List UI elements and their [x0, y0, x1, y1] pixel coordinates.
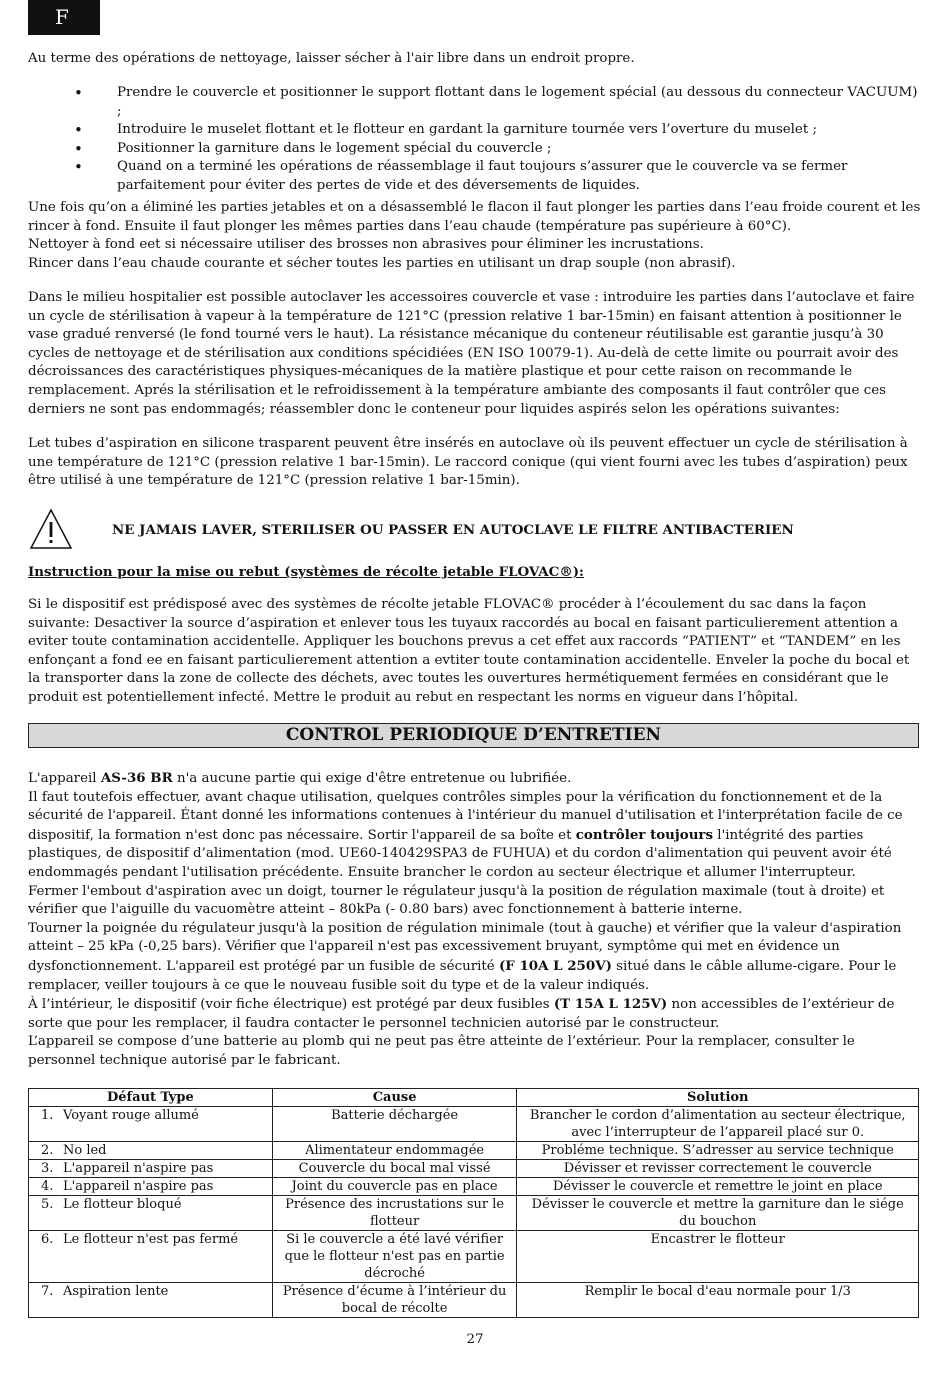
- defect-cell: 4. L'appareil n'aspire pas: [29, 1178, 273, 1196]
- page-number: 27: [466, 1332, 484, 1347]
- maintenance-paragraph: Tourner la poignée du régulateur jusqu'à la position de régulation minimale (tout à gauche) et vérifier que la valeur d'aspiration atteint – 25 kPa (-0,25 bars). Vérifier que l'appareil n'est pas excessivement bruyant, symptôme qui met en évidence un dysfonctionnement. L'appareil est protégé par un fusible de sécurité (F 10A L 250V) situé dans le câble allume-cigare. Pour le remplacer, veiller toujours à ce que le nouveau fusible soit du type et de la valeur indiqués.: [28, 920, 902, 993]
- solution-cell: Dévisser le couvercle et mettre la garniture dan le siége du bouchon: [517, 1196, 919, 1231]
- table-header-row: [29, 1089, 919, 1107]
- defect-cell: 3. L'appareil n'aspire pas: [29, 1160, 273, 1178]
- solution-cell: Brancher le cordon d’alimentation au secteur électrique, avec l’interrupteur de l’appareil placé sur 0.: [517, 1107, 919, 1142]
- list-item: • Quand on a terminé les opérations de réassemblage il faut toujours s’assurer que le couvercle va se fermer parfaitement pour éviter des pertes de vide et des déversements de liquides.: [28, 158, 923, 195]
- table-row: [29, 1142, 919, 1160]
- troubleshooting-table: [28, 1088, 919, 1318]
- solution-cell: Encastrer le flotteur: [517, 1231, 919, 1283]
- reassembly-list: [28, 84, 923, 196]
- solution-cell: Probléme technique. S’adresser au service technique: [517, 1142, 919, 1160]
- table-row: [29, 1107, 919, 1142]
- table-row: [29, 1196, 919, 1231]
- cause-cell: Joint du couvercle pas en place: [272, 1178, 517, 1196]
- maintenance-paragraph: À l’intérieur, le dispositif (voir fiche électrique) est protégé par deux fusibles (T 15A L 125V) non accessibles de l’extérieur de sorte que pour les remplacer, il faudra contacter le personnel technicien autorisé par le constructeur.: [28, 996, 895, 1031]
- intro-paragraph: Au terme des opérations de nettoyage, laisser sécher à l'air libre dans un endroit propre.: [28, 51, 635, 66]
- maintenance-paragraph: Il faut toutefois effectuer, avant chaque utilisation, quelques contrôles simples pour la vérification du fonctionnement et de la sécurité de l'appareil. Étant donné les informations contenues à l'intérieur du manuel d'utilisation et l'interprétation facile de ce dispositif, la formation n'est donc pas nécessaire. Sortir l'appareil de sa boîte et contrôler toujours l'intégrité des parties plastiques, de dispositif d’alimentation (mod. UE60-140429SPA3 de FUHUA) et du cordon d'alimentation qui peuvent avoir été endommagés pendant l'utilisation précédente. Ensuite brancher le cordon au secteur électrique et allumer l'interrupteur.: [28, 789, 903, 880]
- maintenance-paragraph: Fermer l'embout d'aspiration avec un doigt, tourner le régulateur jusqu'à la position de régulation maximale (tout à droite) et vérifier que l'aiguille du vacuomètre atteint – 80kPa (- 0.80 bars) avec fonctionnement à batterie interne.: [28, 883, 885, 918]
- cause-cell: Alimentateur endommagée: [272, 1142, 517, 1160]
- tubes-paragraph: Let tubes d’aspiration en silicone trasparent peuvent être insérés en autoclave où ils peuvent effectuer un cycle de stérilisation à une température de 121°C (pression relative 1 bar-15min). Le raccord conique (qui vient fourni avec les tubes d’aspiration) peux être utilisé à une température de 121°C (pression relative 1 bar-15min).: [28, 436, 908, 489]
- list-item: • Prendre le couvercle et positionner le support flottant dans le logement spécial (au dessous du connecteur VACUUM) ;: [28, 84, 923, 121]
- maintenance-paragraph: L’appareil se compose d’une batterie au plomb qui ne peut pas être atteinte de l’extérieur. Pour la remplacer, consulter le personnel technique autorisé par le fabricant.: [28, 1034, 855, 1068]
- cause-cell: Présence des incrustations sur le flotteur: [272, 1196, 517, 1231]
- table-row: [29, 1160, 919, 1178]
- cause-cell: Couvercle du bocal mal vissé: [272, 1160, 517, 1178]
- washing-paragraph: Une fois qu’on a éliminé les parties jetables et on a désassemblé le flacon il faut plonger les parties dans l’eau froide courent et les rincer à fond. Ensuite il faut plonger les mêmes parties dans l’eau chaude (température pas supérieure à 60°C). Nettoyer à fond eet si nécessaire utiliser des brosses non abrasives pour éliminer les incrustations. Rincer dans l’eau chaude courante et sécher toutes les parties en utilisant un drap souple (non abrasif).: [28, 200, 921, 271]
- defect-cell: 6. Le flotteur n'est pas fermé: [29, 1231, 273, 1283]
- column-header: Cause: [272, 1089, 517, 1107]
- table-row: [29, 1178, 919, 1196]
- list-item: • Positionner la garniture dans le logement spécial du couvercle ;: [28, 140, 923, 159]
- defect-cell: 1. Voyant rouge allumé: [29, 1107, 273, 1142]
- table-row: [29, 1231, 919, 1283]
- maintenance-paragraph: L'appareil AS-36 BR n'a aucune partie qui exige d'être entretenue ou lubrifiée.: [28, 770, 572, 786]
- column-header: Défaut Type: [29, 1089, 273, 1107]
- table-row: [29, 1283, 919, 1318]
- autoclave-paragraph: Dans le milieu hospitalier est possible autoclaver les accessoires couvercle et vase : introduire les parties dans l’autoclave et faire un cycle de stérilisation à vapeur à la température de 121°C (pression relative 1 bar-15min) en faisant attention à positionner le vase gradué renversé (le fond tourné vers le haut). La résistance mécanique du conteneur réutilisable est garantie jusqu’à 30 cycles de nettoyage et de stérilisation aux conditions spécidiées (EN ISO 10079-1). Au-delà de cette limite ou pourrait avoir des décroissances des caractéristiques physiques-mécaniques de la matière plastique et pour cette raison on recommande le remplacement. Aprés la stérilisation et le refroidissement à la température ambiante des composants il faut contrôler que ces derniers ne sont pas endommagés; réassembler donc le conteneur pour liquides aspirés selon les opérations suivantes:: [28, 290, 915, 417]
- cause-cell: Si le couvercle a été lavé vérifier que le flotteur n'est pas en partie décroché: [272, 1231, 517, 1283]
- defect-cell: 2. No led: [29, 1142, 273, 1160]
- list-item: • Introduire le muselet flottant et le flotteur en gardant la garniture tournée vers l’overture du muselet ;: [28, 121, 923, 140]
- solution-cell: Dévisser et revisser correctement le couvercle: [517, 1160, 919, 1178]
- cause-cell: Présence d’écume à l’intérieur du bocal de récolte: [272, 1283, 517, 1318]
- solution-cell: Remplir le bocal d'eau normale pour 1/3: [517, 1283, 919, 1318]
- defect-cell: 5. Le flotteur bloqué: [29, 1196, 273, 1231]
- cause-cell: Batterie déchargée: [272, 1107, 517, 1142]
- maintenance-text: [28, 769, 923, 1071]
- defect-cell: 7. Aspiration lente: [29, 1283, 273, 1318]
- warning-triangle-icon: [29, 508, 73, 550]
- disposal-paragraph: Si le dispositif est prédisposé avec des systèmes de récolte jetable FLOVAC® procéder à l’écoulement du sac dans la façon suivante: Desactiver la source d’aspiration et enlever tous les tuyaux raccordés au bocal en faisant particulierement attention a eviter toute contamination accidentelle. Appliquer les bouchons prevus a cet effet aux raccords “PATIENT” et “TANDEM” en les enfonçant a fond ee en faisant particulierement attention a evtiter toute contamination accidentelle. Enveler la poche du bocal et la transporter dans la zone de collecte des déchets, avec toutes les ouvertures hermétiquement fermées en considérant que le produit est potentiellement infecté. Mettre le produit au rebut en respectant les norms en vigueur dans l’hôpital.: [28, 597, 910, 705]
- solution-cell: Dévisser le couvercle et remettre le joint en place: [517, 1178, 919, 1196]
- section-title: CONTROL PERIODIQUE D’ENTRETIEN: [28, 723, 919, 748]
- filter-warning: NE JAMAIS LAVER, STERILISER OU PASSER EN AUTOCLAVE LE FILTRE ANTIBACTERIEN: [112, 522, 794, 538]
- column-header: Solution: [517, 1089, 919, 1107]
- disposal-heading: Instruction pour la mise ou rebut (systèmes de récolte jetable FLOVAC®):: [28, 564, 584, 580]
- language-marker: F: [28, 0, 100, 35]
